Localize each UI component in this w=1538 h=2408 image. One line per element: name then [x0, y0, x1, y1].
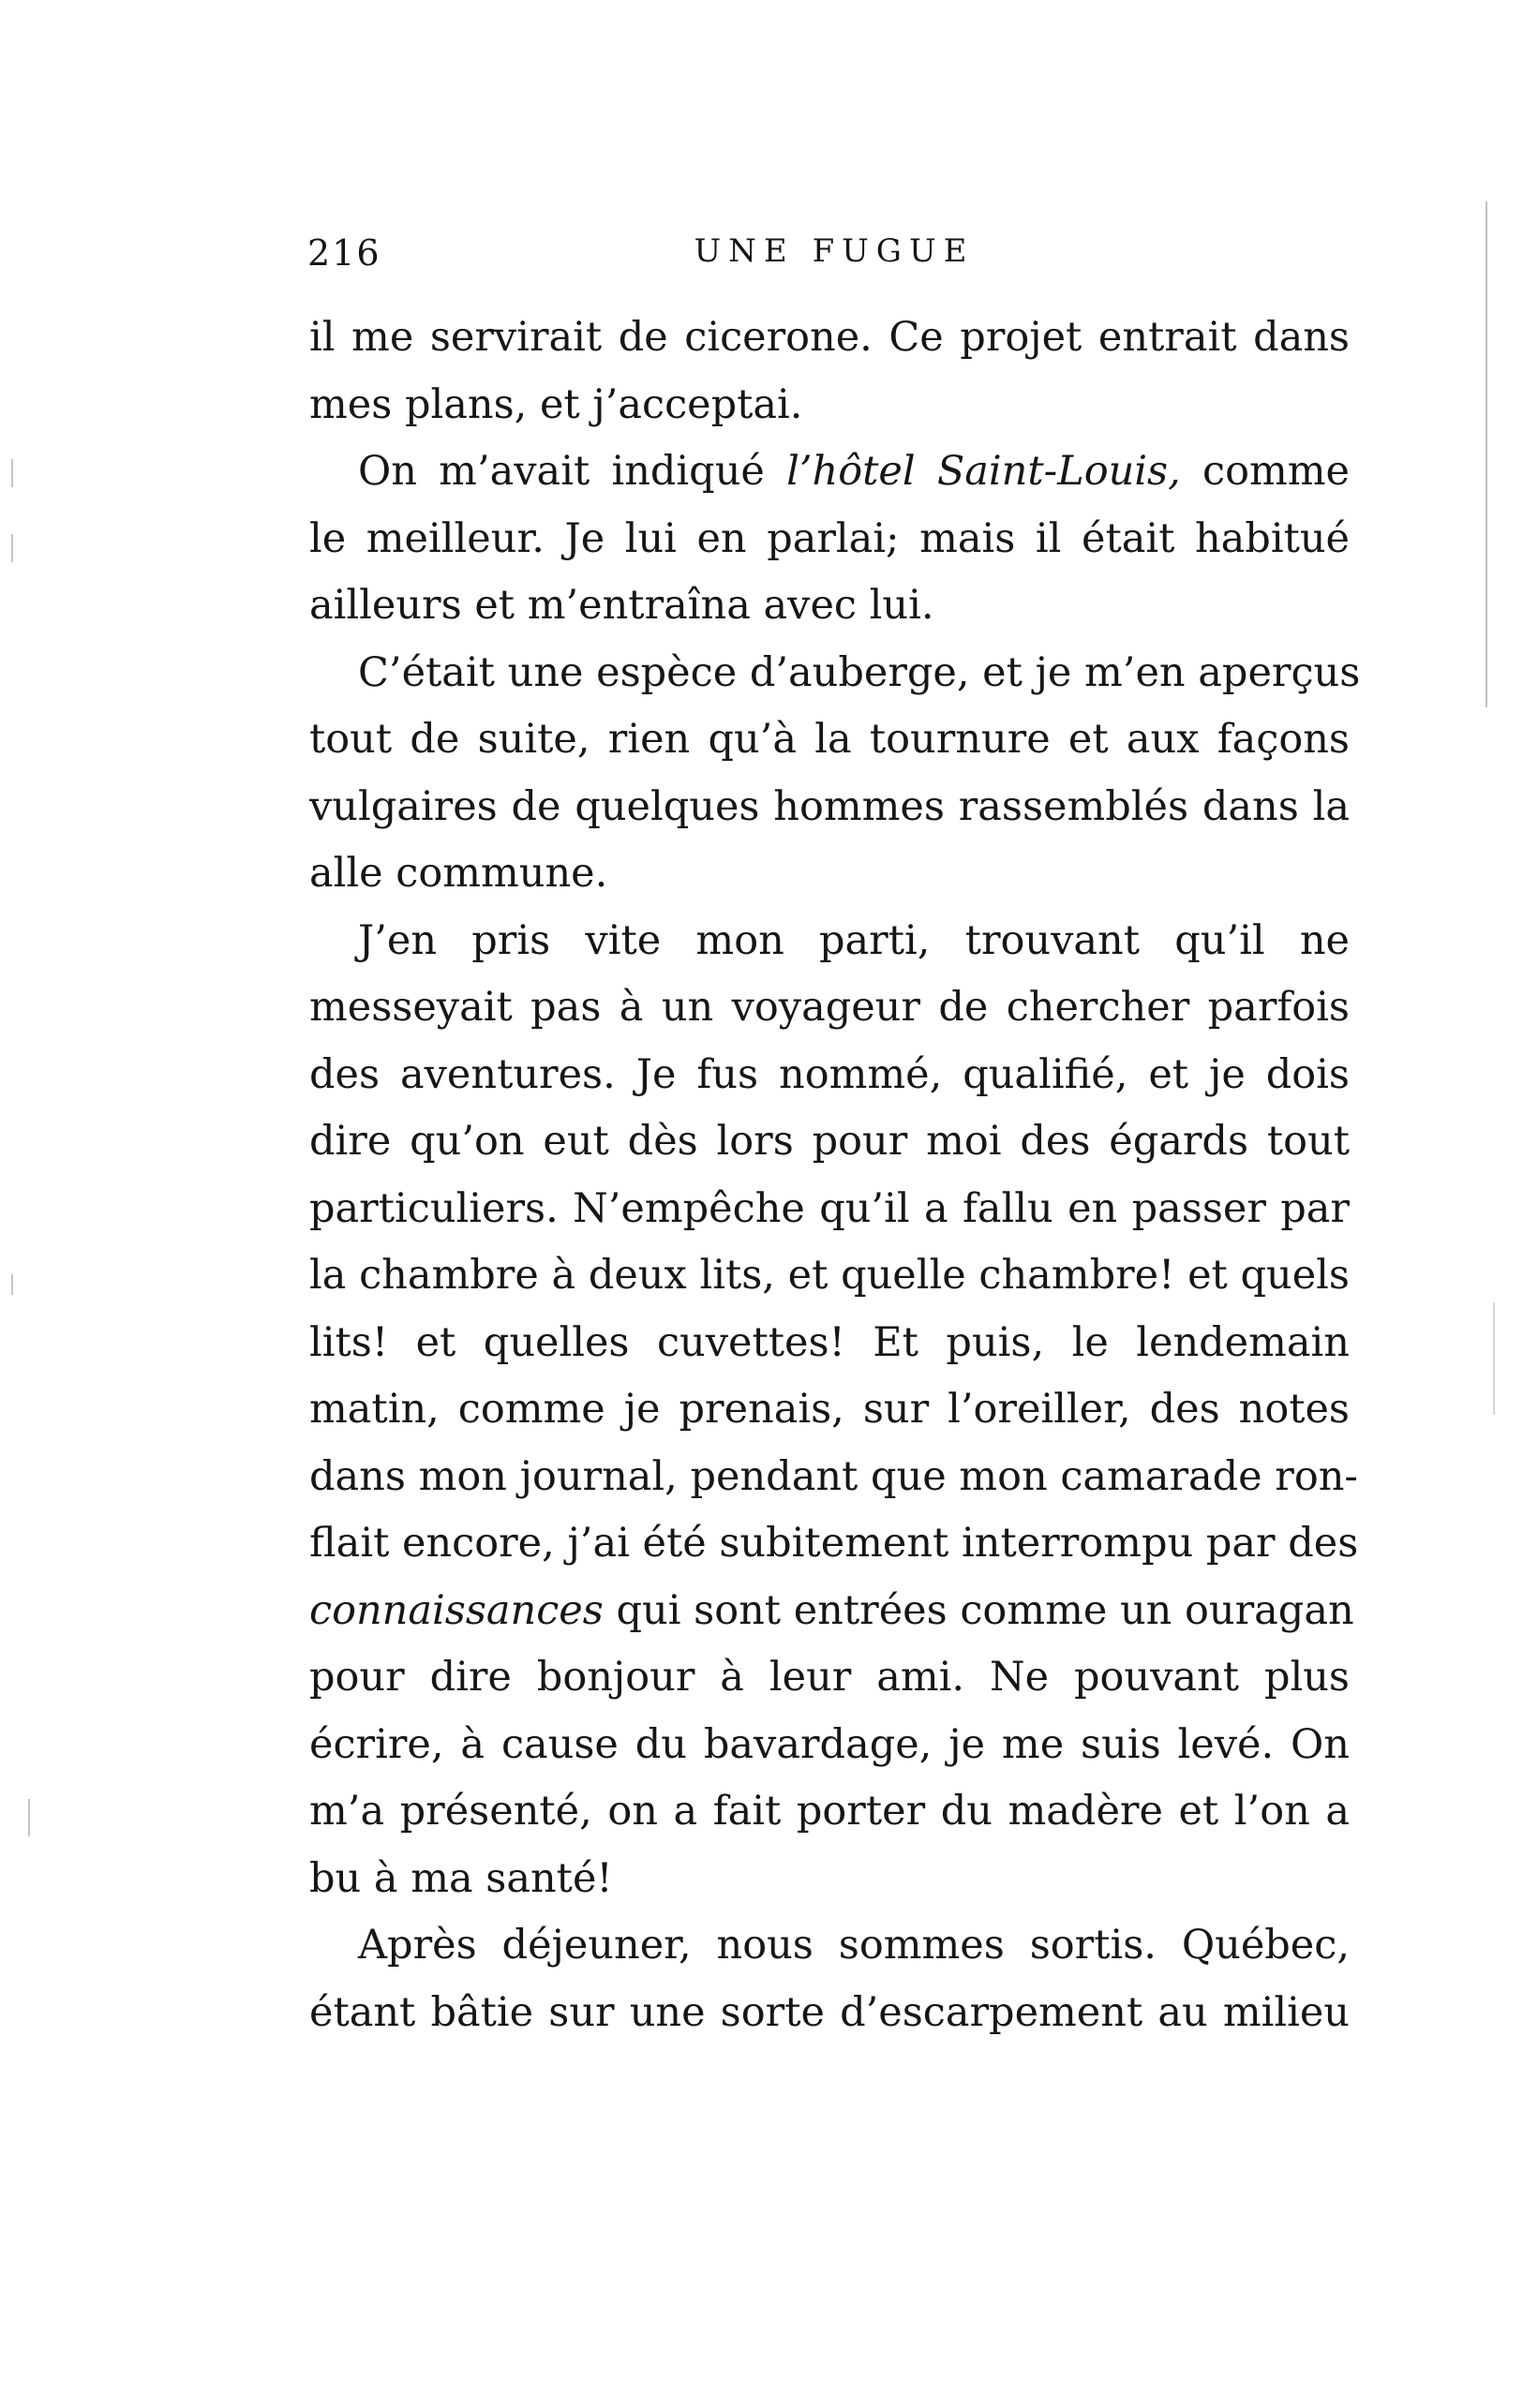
text-line — [309, 1778, 1350, 1846]
text-segment: lits! et quelles cuvettes! Et puis, le lendemain — [309, 1318, 1350, 1366]
running-title: UNE FUGUE — [694, 232, 975, 270]
text-segment: On m’avait indiqué — [358, 448, 787, 495]
text-segment: la chambre à deux lits, et quelle chambre! et quels — [309, 1252, 1350, 1299]
text-line — [309, 908, 1350, 975]
text-segment: des aventures. Je fus nommé, qualifié, et je dois — [309, 1050, 1350, 1098]
text-line — [309, 506, 1350, 573]
text-segment: ailleurs et m’entraîna avec lui. — [309, 582, 934, 629]
text-segment: flait encore, j’ai été subitement interrompu par des — [309, 1520, 1359, 1567]
text-line — [309, 1242, 1350, 1310]
scan-mark — [28, 1799, 30, 1836]
italic-text: l’hôtel Saint-Louis, — [786, 448, 1181, 495]
text-segment: J’en pris vite mon parti, trouvant qu’il ne — [358, 916, 1350, 964]
text-line — [309, 774, 1350, 841]
text-segment: il me servirait de cicerone. Ce projet entrait dans — [309, 314, 1350, 361]
text-line — [309, 1176, 1350, 1243]
text-segment: dans mon journal, pendant que mon camarade ron- — [309, 1452, 1358, 1500]
text-segment: matin, comme je prenais, sur l’oreiller, des notes — [309, 1386, 1350, 1433]
text-line — [309, 840, 1350, 908]
scan-mark — [11, 1274, 13, 1295]
text-line — [309, 1108, 1350, 1176]
text-segment: m’a présenté, on a fait porter du madère et l’on a — [309, 1788, 1350, 1835]
text-segment: C’était une espèce d’auberge, et je m’en aperçus — [358, 648, 1361, 696]
text-segment: comme — [1180, 448, 1351, 495]
text-line — [309, 1712, 1350, 1779]
text-line — [309, 974, 1350, 1042]
text-line — [309, 1912, 1350, 1980]
text-segment: le meilleur. Je lui en parlai; mais il était habitué — [309, 514, 1350, 562]
text-line — [309, 1578, 1354, 1645]
text-segment: tout de suite, rien qu’à la tournure et aux façons — [309, 716, 1350, 763]
text-segment: dire qu’on eut dès lors pour moi des égards tout — [309, 1118, 1350, 1165]
text-segment: messeyait pas à un voyageur de chercher parfois — [309, 984, 1350, 1031]
scan-mark — [11, 534, 13, 562]
text-line — [309, 1846, 1350, 1913]
text-line — [309, 1376, 1350, 1444]
scan-edge-line — [1486, 201, 1487, 707]
page-number: 216 — [307, 232, 381, 274]
text-line — [309, 1510, 1359, 1578]
text-segment: particuliers. N’empêche qu’il a fallu en passer par — [309, 1184, 1350, 1232]
text-line — [309, 1042, 1350, 1109]
text-segment: vulgaires de quelques hommes rassemblés dans la — [309, 782, 1350, 830]
text-line — [309, 372, 1350, 439]
text-line — [309, 1644, 1350, 1712]
text-line — [309, 572, 1350, 640]
text-segment: mes plans, et j’acceptai. — [309, 380, 803, 428]
text-segment: alle commune. — [309, 850, 608, 897]
text-line — [309, 1444, 1358, 1511]
text-segment: Après déjeuner, nous sommes sortis. Québec, — [358, 1922, 1350, 1969]
text-segment: bu à ma santé! — [309, 1854, 613, 1902]
text-segment: étant bâtie sur une sorte d’escarpement au milieu — [309, 1988, 1350, 2036]
text-line — [309, 640, 1361, 707]
scan-mark — [11, 459, 13, 487]
text-segment: qui sont entrées comme un ouragan — [603, 1586, 1354, 1634]
text-segment: écrire, à cause du bavardage, je me suis levé. On — [309, 1720, 1350, 1768]
scan-edge-line — [1493, 1302, 1495, 1415]
text-segment: pour dire bonjour à leur ami. Ne pouvant plus — [309, 1654, 1350, 1701]
text-line — [309, 1980, 1350, 2047]
body-text — [309, 305, 1361, 2046]
text-line — [309, 305, 1350, 372]
italic-text: connaissances — [309, 1586, 604, 1634]
text-line — [309, 1310, 1350, 1377]
text-line — [309, 438, 1350, 506]
text-line — [309, 706, 1350, 774]
